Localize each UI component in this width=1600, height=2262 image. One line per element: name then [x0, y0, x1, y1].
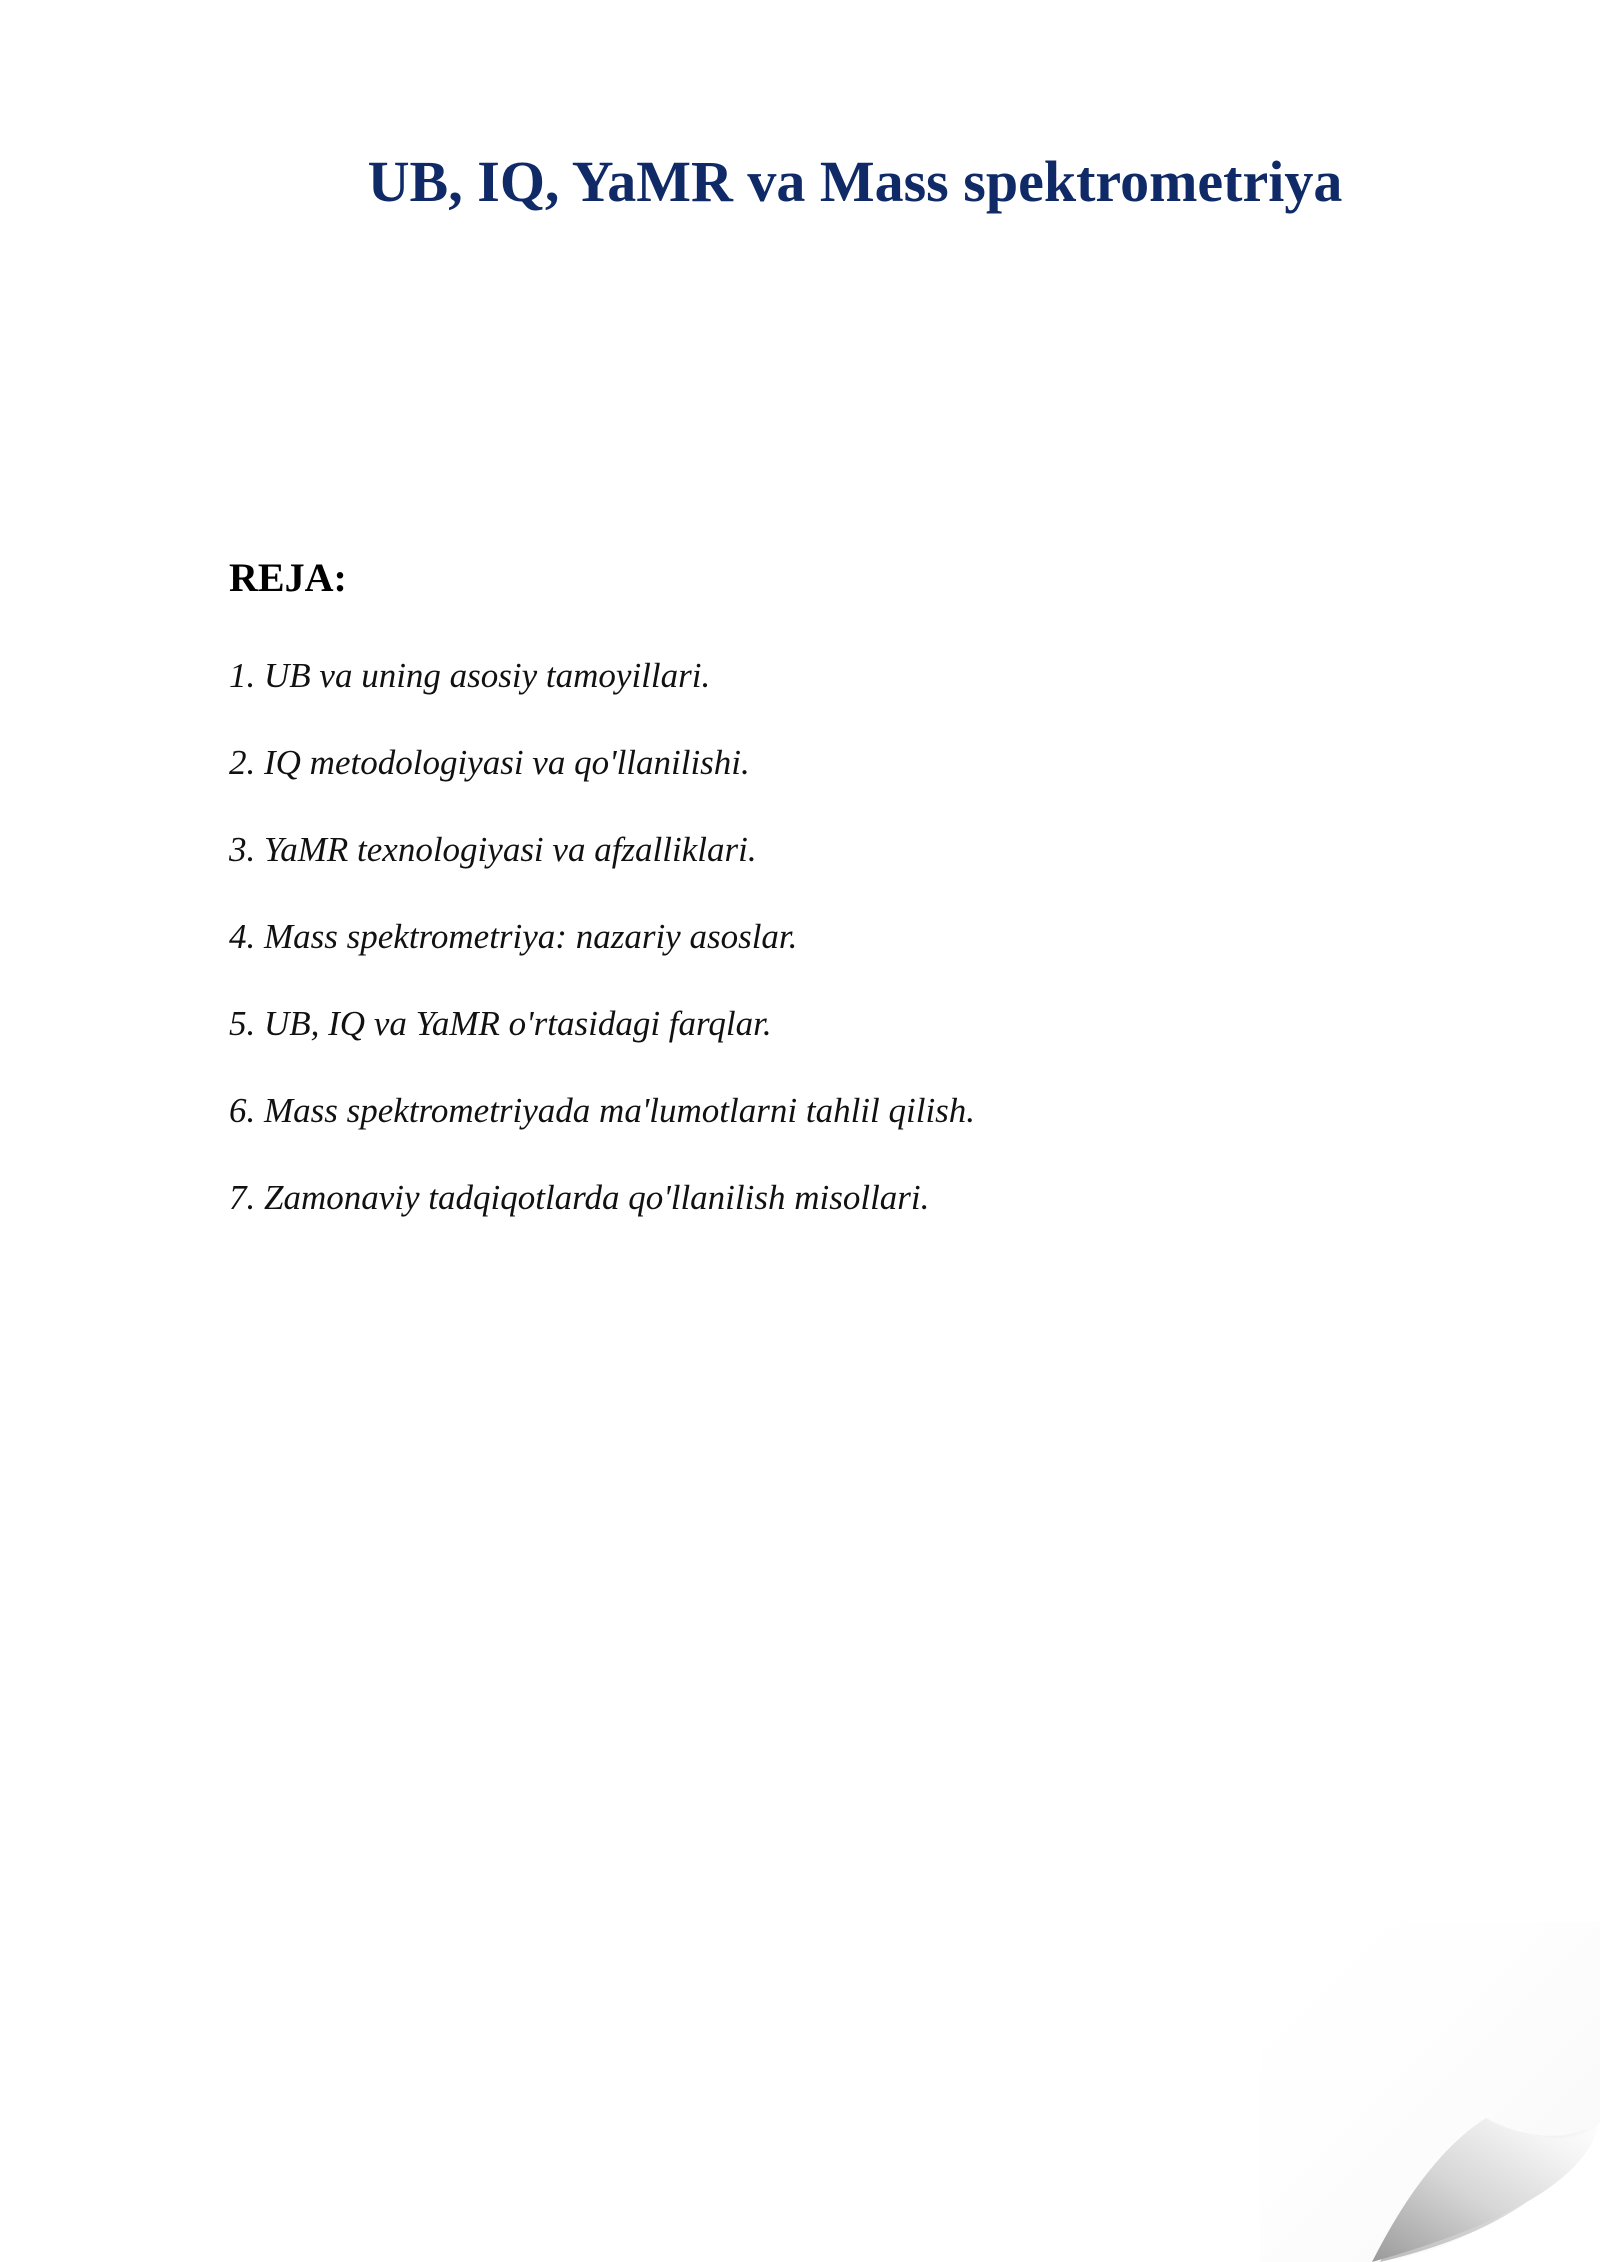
plan-item-6: 6. Mass spektrometriyada ma'lumotlarni tahlil qilish.	[229, 1091, 976, 1130]
document-title: UB, IQ, YaMR va Mass spektrometriya	[367, 149, 1343, 214]
plan-list	[229, 652, 975, 1261]
plan-item-4: 4. Mass spektrometriya: nazariy asoslar.	[229, 917, 798, 956]
plan-item-7: 7. Zamonaviy tadqiqotlarda qo'llanilish misollari.	[229, 1178, 930, 1217]
plan-item-1: 1. UB va uning asosiy tamoyillari.	[229, 656, 711, 695]
plan-item-2: 2. IQ metodologiyasi va qo'llanilishi.	[229, 743, 750, 782]
plan-item-5: 5. UB, IQ va YaMR o'rtasidagi farqlar.	[229, 1004, 772, 1043]
page-curl-icon	[1260, 1922, 1600, 2262]
plan-heading: REJA:	[229, 555, 347, 600]
plan-item-3: 3. YaMR texnologiyasi va afzalliklari.	[229, 830, 757, 869]
